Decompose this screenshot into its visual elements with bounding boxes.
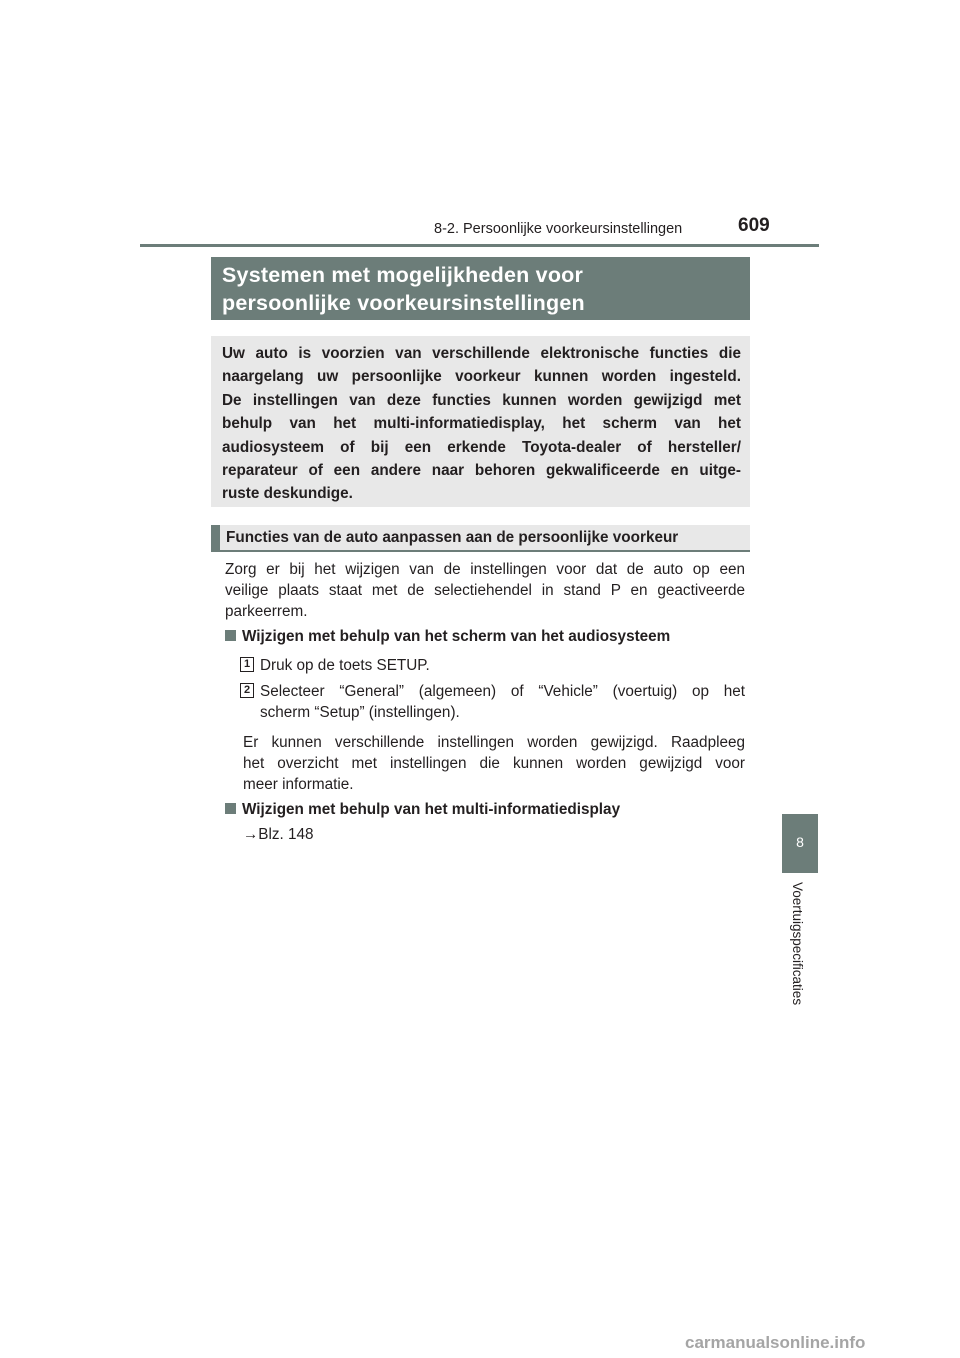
mid-section-heading: [225, 801, 620, 819]
section-title-line-1: Systemen met mogelijkheden voor: [222, 263, 584, 287]
step-2: [240, 681, 745, 723]
step-text-line: Selecteer “General” (algemeen) of “Vehicle” (voertuig) op het: [260, 683, 745, 700]
note-line: het overzicht met instellingen die kunnen worden gewijzigd voor: [243, 755, 745, 772]
intro-box: [211, 336, 750, 507]
step-1: [240, 655, 745, 676]
intro-line: naargelang uw persoonlijke voorkeur kunnen worden ingesteld.: [222, 368, 741, 386]
watermark: carmanualsonline.info: [685, 1333, 866, 1352]
section-title-box: [211, 257, 750, 320]
arrow-right-icon: →: [243, 826, 259, 843]
chapter-tab[interactable]: [782, 814, 818, 873]
step-text-line: Druk op de toets SETUP.: [260, 657, 430, 674]
step-number-badge: 2: [240, 683, 254, 698]
body-line: parkeerrem.: [225, 603, 308, 620]
square-bullet-icon: [225, 630, 236, 641]
chapter-tab-number: 8: [796, 834, 804, 850]
header-rule: [140, 244, 819, 247]
page-number: 609: [738, 215, 770, 236]
intro-line: reparateur of een andere naar behoren gekwalificeerde en uitge-: [222, 461, 741, 479]
note-line: Er kunnen verschillende instellingen worden gewijzigd. Raadpleeg: [243, 734, 745, 751]
page-reference: [243, 826, 314, 844]
step-number-badge: 1: [240, 657, 254, 672]
intro-line: De instellingen van deze functies kunnen worden gewijzigd met: [222, 391, 741, 409]
subsection-title: Functies van de auto aanpassen aan de persoonlijke voorkeur: [226, 529, 679, 546]
subsection-body: [225, 559, 745, 622]
body-line: veilige plaats staat met de selectiehendel in stand P en geactiveerde: [225, 582, 745, 599]
section-header: 8-2. Persoonlijke voorkeursinstellingen: [434, 221, 683, 237]
section-title-line-2: persoonlijke voorkeursinstellingen: [222, 291, 585, 315]
intro-line: ruste deskundige.: [222, 485, 353, 503]
note-line: meer informatie.: [243, 776, 354, 793]
subsection-heading-box: [211, 525, 750, 552]
chapter-tab-label: Voertuigspecificaties: [790, 882, 805, 1006]
body-line: Zorg er bij het wijzigen van de instellingen voor dat de auto op een: [225, 561, 745, 578]
step-text-line: scherm “Setup” (instellingen).: [260, 704, 460, 721]
audio-section-note: [243, 732, 745, 795]
audio-section-heading-text: Wijzigen met behulp van het scherm van het audiosysteem: [242, 628, 671, 645]
square-bullet-icon: [225, 803, 236, 814]
audio-section-heading: [225, 628, 670, 646]
mid-section-heading-text: Wijzigen met behulp van het multi-informatiedisplay: [242, 801, 621, 818]
page-reference-link[interactable]: Blz. 148: [258, 826, 314, 843]
intro-line: audiosysteem of bij een erkende Toyota-dealer of hersteller/: [222, 438, 741, 456]
intro-line: behulp van het multi-informatiedisplay, het scherm van het: [222, 415, 741, 433]
intro-line: Uw auto is voorzien van verschillende elektronische functies die: [222, 345, 741, 362]
